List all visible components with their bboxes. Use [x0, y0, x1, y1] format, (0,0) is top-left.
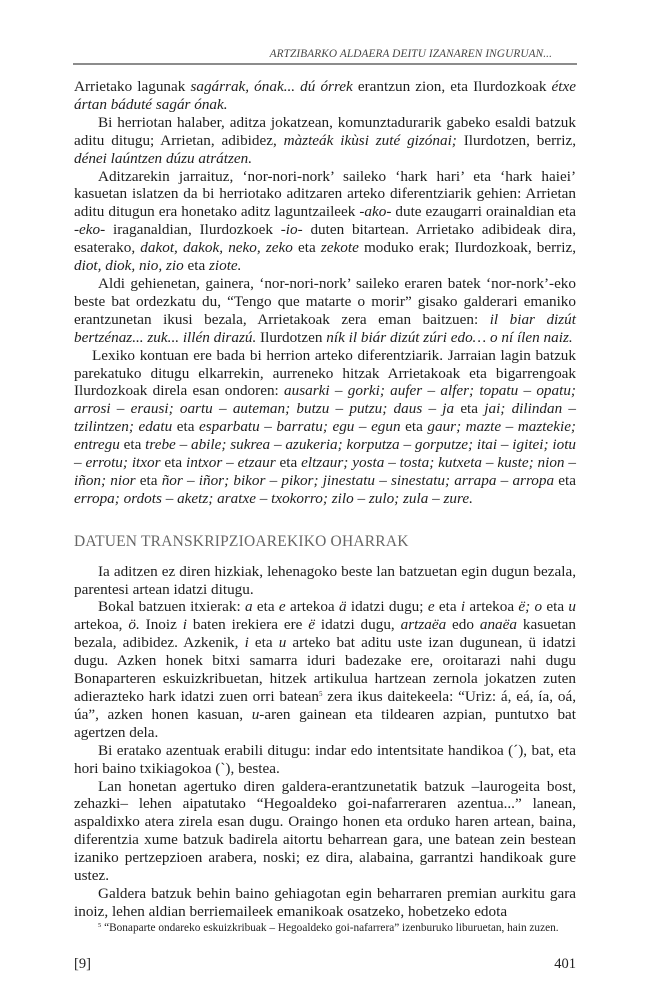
text-run: eta	[275, 454, 302, 472]
italic-example: il biar dizút bertzénaz... zuk... illén dirazú.	[74, 310, 576, 346]
italic-example: ñor – iñor; bikor – pikor; jinestatu – sinestatu; arrapa – arropa	[161, 471, 555, 489]
text-run: eta	[252, 598, 279, 616]
italic-example: i	[244, 634, 249, 652]
italic-example: esparbatu – barratu; egu – egun	[199, 418, 401, 436]
italic-example: ník il biár dizút zúri edo… o ní ílen naiz.	[326, 328, 573, 346]
italic-example: diot, diok, nio, zio	[74, 257, 184, 275]
text-run: erantzun zion, eta Ilurdozkoak	[352, 78, 552, 95]
italic-example: intxor – etzaur	[186, 454, 276, 472]
italic-example: ziote.	[208, 257, 242, 275]
paragraph	[74, 114, 576, 168]
italic-example: ausarki – gorki; aufer – alfer; topatu – opatu; arrosi – erausi; oartu – auteman; butzu – putzu; daus – ja	[74, 382, 576, 418]
text-run: Aldi gehienetan, gainera, ‘nor-nori-nork’ saileko eraren batek ‘nor-nork’-eko beste bat ordezkatu du, “Tengo que matarte o morir” gisako galderari emaniko erantzunetan ikusi bezala, Arrietakoak zera eman baitzuen:	[74, 274, 576, 328]
paragraph	[74, 742, 576, 778]
italic-example: i	[182, 616, 187, 634]
text-run: Arrietako lagunak	[74, 78, 191, 95]
italic-example: màzteák ikùsi zuté gizónai;	[283, 131, 457, 149]
italic-example: e	[278, 598, 286, 616]
text-run: idatzi dugu;	[346, 598, 428, 616]
section-heading: DATUEN TRANSKRIPZIOAREKIKO OHARRAK	[74, 532, 409, 550]
footnote	[74, 922, 576, 934]
italic-example: sagárrak, ónak... dú órrek	[190, 78, 353, 95]
text-run: Ilurdotzen, berriz,	[456, 131, 576, 149]
text-run: eta	[183, 257, 209, 275]
paragraph	[74, 78, 576, 114]
text-run: -aren gainean eta tildearen azpian, puntutxo bat agertzen dela.	[74, 705, 577, 741]
text-run: Bi herriotan halaber, aditza jokatzean, komunztadurarik gabeko esaldi batzuk aditu ditugu; Arrietan, adibidez,	[74, 113, 576, 149]
italic-example: u	[251, 705, 260, 723]
italic-example: jai; dilindan – tzilintzen; edatu	[74, 400, 577, 436]
italic-example: -eko-	[74, 221, 106, 239]
text-run: eta	[135, 471, 162, 489]
italic-example: dénei laúntzen dúzu atrátzen.	[74, 149, 253, 167]
text-run: artekoa	[285, 598, 339, 616]
paragraph	[74, 778, 576, 885]
text-run: eta	[160, 454, 186, 472]
text-run: Ia aditzen ez diren hizkiak, lehenagoko beste lan batzuetan egin dugun bezala, parentesi artean idatzi ditugu.	[74, 562, 576, 598]
paragraph	[74, 168, 576, 275]
body-text	[74, 78, 576, 921]
text-run: eta	[542, 598, 569, 616]
text-run: eta	[400, 418, 428, 436]
italic-example: ä	[338, 598, 347, 616]
paragraph	[74, 563, 576, 599]
italic-example: étxe ártan báduté sagár ónak.	[74, 78, 576, 113]
text-run: dute ezaugarri orainaldian eta	[391, 203, 576, 221]
text-run: baten irekiera ere	[186, 616, 309, 634]
paragraph	[74, 275, 576, 347]
text-run: iraganaldian, Ilurdozkoek	[105, 221, 281, 239]
text-run: Lexiko kontuan ere bada bi herrion arteko diferentziarik. Jarraian lagin batzuk parekatuko ditugu elkarrekin, aurreneko hitzak Arrietakoak eta bigarrengoak Ilurdozkoak direla esan ondoren:	[74, 346, 576, 400]
header-rule	[73, 63, 577, 65]
text-run: Ilurdotzen	[256, 328, 327, 346]
italic-example: -io-	[280, 221, 303, 239]
footnote-text: “Bonaparte ondareko eskuizkribuak – Hegoaldeko goi-nafarrera” izenburuko liburuetan, hain zuzen.	[104, 922, 559, 934]
text-run: Bi eratako azentuak erabili ditugu: indar edo intentsitate handikoa (´), bat, eta hori baino txikiagokoa (`), bestea.	[74, 741, 576, 777]
paragraph	[74, 347, 576, 508]
paragraph	[74, 598, 576, 741]
italic-example: eltzaur; yosta – tosta; kutxeta – kuste; nion – iñon; nior	[74, 454, 577, 489]
italic-example: -ako-	[359, 203, 392, 221]
section-paragraphs	[74, 563, 576, 921]
text-run: eta	[434, 598, 461, 616]
page-number: 401	[554, 956, 576, 972]
text-run: eta	[454, 400, 485, 418]
text-run: eta	[172, 418, 199, 436]
running-head: ARTZIBARKO ALDAERA DEITU IZANAREN INGURUAN...	[269, 48, 552, 60]
text-run: kasuetan bezala, adibidez. Azkenik,	[74, 616, 576, 652]
italic-example: gaur; mazte – maztekie; entregu	[74, 418, 576, 454]
italic-example: u	[568, 598, 577, 616]
text-run: eta	[292, 239, 321, 257]
text-run: Aditzarekin jarraituz, ‘nor-nori-nork’ saileko ‘hark hari’ eta ‘hark haiei’ kasuetan islatzen da bi herriotako aditzaren arteko diferentziarik gehien: Arrietan aditu ditugun era honetako aditz laguntzaileek	[74, 167, 576, 221]
text-run: Bokal batzuen itxierak:	[98, 598, 246, 616]
footnote-ref: 5	[318, 690, 323, 698]
italic-example: dakot, dakok, neko, zeko	[140, 239, 293, 257]
text-run: Galdera batzuk behin baino gehiagotan egin beharraren premian aurkitu gara inoiz, lehen aldian berriemaileek emanikoak osatzeko, hobetzeko edota	[74, 884, 576, 920]
text-run: edo	[446, 616, 480, 634]
italic-example: i	[460, 598, 466, 616]
italic-example: anaëa	[479, 616, 517, 634]
text-run: artekoa,	[74, 616, 129, 634]
footnote-number: 5	[98, 922, 102, 929]
text-run: eta	[119, 436, 146, 454]
text-run: Inoiz	[139, 616, 183, 634]
text-run: zera ikus daitekeela: “Uriz: á, eá, ía, oá, úa”, azken honen kasuan,	[74, 688, 576, 723]
text-run: moduko erak; Ilurdozkoak, berriz,	[358, 239, 576, 257]
text-run: artekoa	[465, 598, 519, 616]
italic-example: ö.	[128, 616, 140, 634]
text-run: idatzi dugu,	[315, 616, 401, 634]
italic-example: artzaëa	[400, 616, 447, 634]
italic-example: u	[278, 634, 287, 652]
text-run: duten bitartean. Arrietako adibideak dira, esaterako,	[74, 221, 576, 257]
italic-example: e	[427, 598, 435, 616]
intro-paragraphs	[74, 78, 576, 508]
italic-example: ë; o	[518, 598, 543, 616]
text-run: eta	[554, 471, 576, 489]
text-run: arteko bat aditu uste izan dugunean, ü idatzi dugu. Azken honek bitxi samarra iduri badezake ere, oroitarazi nahi dugu Bonaparteren eskuizkribuetan, hitzek artikulua hartzean zernola jokatzen zuten adierazteko hark idatzi zuen orri batean	[74, 634, 576, 705]
paragraph	[74, 885, 576, 921]
italic-example: trebe – abile; sukrea – azukeria; korputza – gorputze; itai – igitei; iotu – errotu; itxor	[74, 436, 577, 472]
italic-example: erropa; ordots – aketz; aratxe – txokorro; zilo – zulo; zula – zure.	[74, 489, 473, 507]
italic-example: ë	[308, 616, 316, 634]
text-run: eta	[248, 634, 279, 652]
folio-left: [9]	[74, 956, 91, 972]
italic-example: zekote	[320, 239, 359, 257]
text-run: Lan honetan agertuko diren galdera-erantzunetatik batzuk –laurogeita bost, zehazki– lehen aipatutako “Hegoaldeko goi-nafarreraren azentua...” lanean, aspaldixko atera zirela esan dugu. Oraingo honen eta orduko haren artean, baina, diferentzia xume batzuk badirela aitortu beharrean gara, une batean zein bestean izaniko pertzepzioen arabera, noski; ez dira, alabaina, garrantzi handikoak gure ustez.	[74, 777, 576, 885]
italic-example: a	[245, 598, 253, 616]
